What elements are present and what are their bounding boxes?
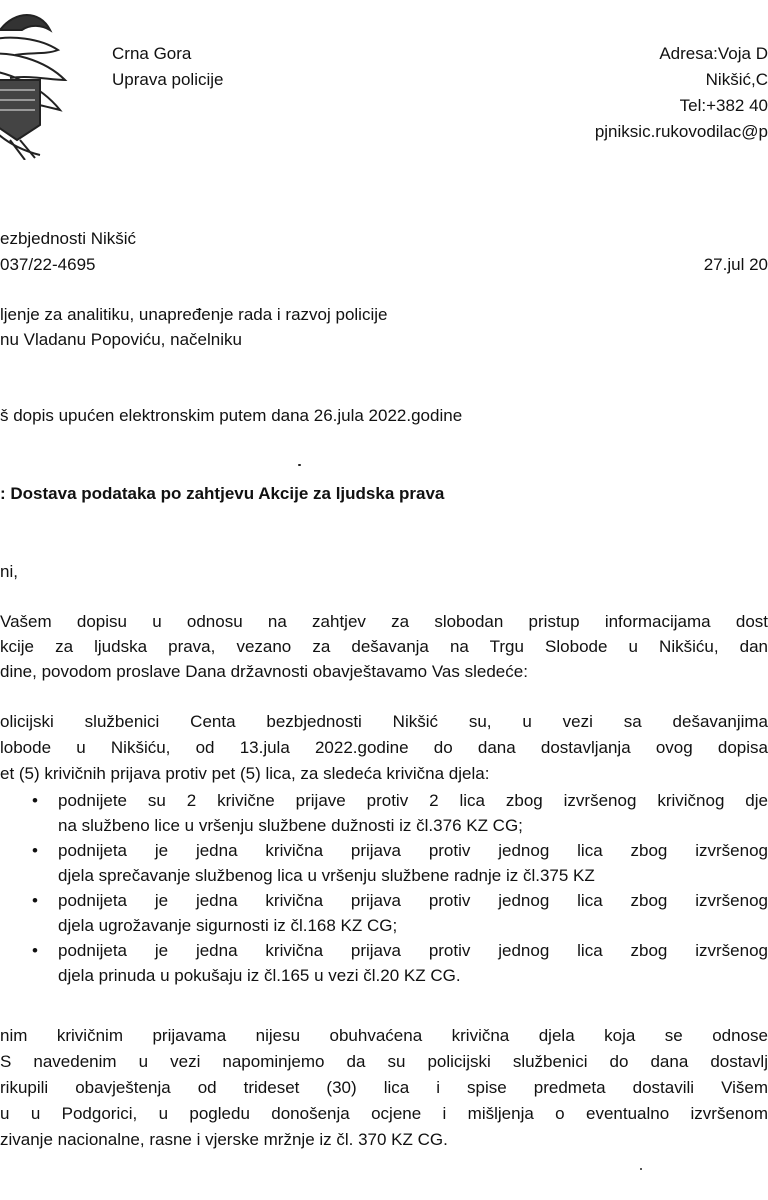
bullet-icon: •	[32, 791, 38, 810]
body-line-3: et (5) krivičnih prijava protiv pet (5) lica, za sledeća krivična djela:	[0, 764, 490, 783]
agency-name: Uprava policije	[112, 70, 224, 89]
document-date: 27.jul 20	[703, 255, 768, 274]
body-line-1: olicijski službenici Centa bezbjednosti Nikšić su, u vezi sa dešavanjima	[0, 712, 768, 731]
salutation: ni,	[0, 562, 18, 581]
phone-line: Tel:+382 40	[679, 96, 768, 115]
intro-line-3: dine, povodom proslave Dana državnosti obavještavamo Vas sledeće:	[0, 662, 528, 681]
list-item-line-1: podnijeta je jedna krivična prijava protiv jednog lica zbog izvršenog	[58, 941, 768, 960]
country-name: Crna Gora	[112, 44, 192, 63]
bullet-icon: •	[32, 941, 38, 960]
closing-line-5: zivanje nacionalne, rasne i vjerske mržnje iz čl. 370 KZ CG.	[0, 1130, 448, 1149]
list-item-line-2: djela ugrožavanje sigurnosti iz čl.168 KZ CG;	[58, 916, 398, 935]
body-line-2: lobode u Nikšiću, od 13.jula 2022.godine do dana dostavljanja ovog dopisa	[0, 738, 768, 757]
address-line: Adresa:Voja D	[659, 44, 768, 63]
list-item-line-1: podnijeta je jedna krivična prijava protiv jednog lica zbog izvršenog	[58, 891, 768, 910]
coat-of-arms-icon	[0, 0, 75, 160]
closing-line-4: u u Podgorici, u pogledu donošenja ocjene i mišljenja o eventualno izvršenom	[0, 1104, 768, 1123]
list-item-line-1: podnijete su 2 krivične prijave protiv 2 lica zbog izvršenog krivičnog dje	[58, 791, 768, 810]
list-item-line-2: na službeno lice u vršenju službene dužnosti iz čl.376 KZ CG;	[58, 816, 523, 835]
scan-speck	[640, 1168, 642, 1170]
recipient-line-2: nu Vladanu Popoviću, načelniku	[0, 330, 242, 349]
closing-line-2: S navedenim u vezi napominjemo da su policijski službenici do dana dostavlj	[0, 1052, 768, 1071]
closing-line-1: nim krivičnim prijavama nijesu obuhvaćena krivična djela koja se odnose	[0, 1026, 768, 1045]
list-item-line-2: djela sprečavanje službenog lica u vršenju službene radnje iz čl.375 KZ	[58, 866, 595, 885]
recipient-line-1: ljenje za analitiku, unapređenje rada i razvoj policije	[0, 305, 388, 324]
intro-line-1: Vašem dopisu u odnosu na zahtjev za slobodan pristup informacijama dost	[0, 612, 768, 631]
city-line: Nikšić,C	[705, 70, 768, 89]
sender-center: ezbjednosti Nikšić	[0, 229, 137, 248]
document-number: 037/22-4695	[0, 255, 96, 274]
intro-line-2: kcije za ljudska prava, vezano za dešavanja na Trgu Slobode u Nikšiću, dan	[0, 637, 768, 656]
bullet-icon: •	[32, 841, 38, 860]
reference-line: š dopis upućen elektronskim putem dana 26.jula 2022.godine	[0, 406, 463, 425]
subject-line: : Dostava podataka po zahtjevu Akcije za ljudska prava	[0, 484, 445, 503]
list-item-line-1: podnijeta je jedna krivična prijava protiv jednog lica zbog izvršenog	[58, 841, 768, 860]
closing-line-3: rikupili obavještenja od trideset (30) lica i spise predmeta dostavili Višem	[0, 1078, 768, 1097]
scan-speck	[298, 464, 301, 466]
email-line: pjniksic.rukovodilac@p	[594, 122, 768, 141]
list-item-line-2: djela prinuda u pokušaju iz čl.165 u vezi čl.20 KZ CG.	[58, 966, 461, 985]
bullet-icon: •	[32, 891, 38, 910]
